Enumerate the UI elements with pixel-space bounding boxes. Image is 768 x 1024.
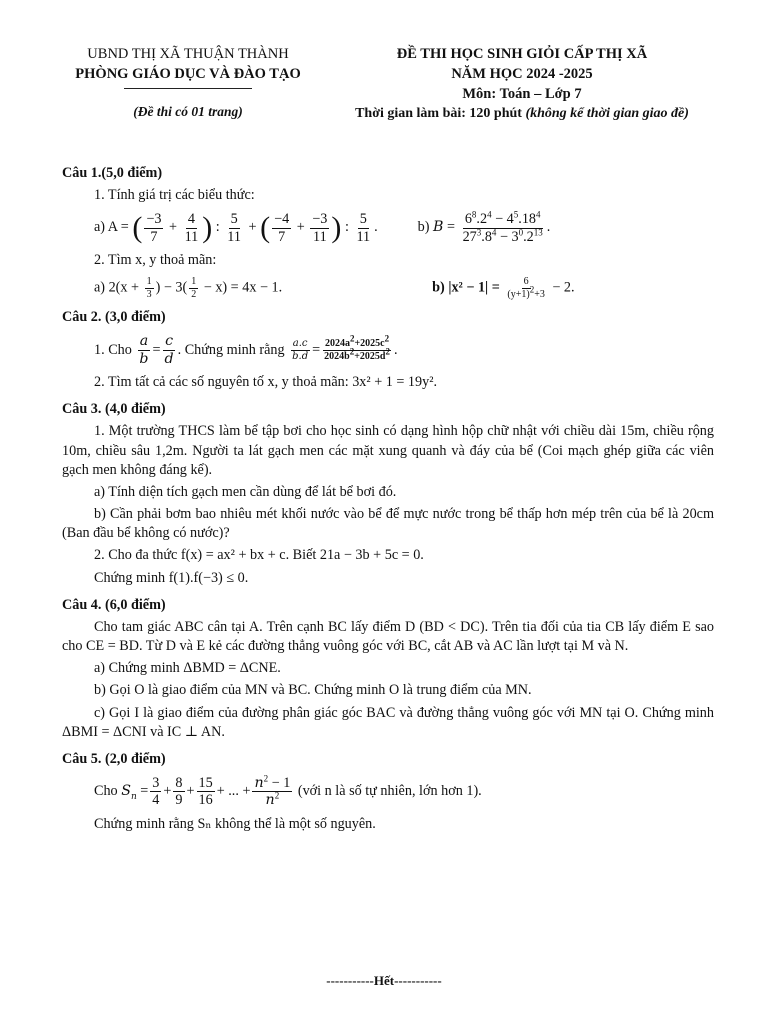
- q3-part2: 2. Cho đa thức f(x) = ax² + bx + c. Biết 21a − 3b + 5c = 0.: [94, 547, 424, 564]
- q3-part1a: a) Tính diện tích gạch men cần dùng để lát bể bơi đó.: [94, 483, 397, 500]
- exam-title: ĐỀ THI HỌC SINH GIỎI CẤP THỊ XÃ: [396, 46, 648, 62]
- question-5-title: Câu 5. (2,0 điểm): [62, 750, 166, 767]
- question-1-title: Câu 1.(5,0 điểm): [62, 165, 163, 181]
- time-limit: Thời gian làm bài: 120 phút (không kể thời gian giao đề): [355, 106, 689, 121]
- q1-equations: [62, 276, 714, 300]
- subject: Môn: Toán – Lớp 7: [462, 86, 582, 102]
- q5-statement: Cho $S_n$ = $\frac{3}{4}$ + $\frac{8}{9}$ + $\frac{15}{16}$ + ... + $\frac{n^2 - 1}{n^2}$ (với n là số tự nhiên, lớn hơn 1).: [94, 773, 482, 809]
- school-year: NĂM HỌC 2024 -2025: [451, 66, 593, 82]
- q3-part1: 1. Một trường THCS làm bể tập bơi cho học sinh có dạng hình hộp chữ nhật với chiều dài 15m, chiều rộng 10m, chiều sâu 1,2m. Người ta lát gạch men các mặt xung quanh và đáy của bể (Coi mạch ghép giữa các viên gạch men không đáng kể).: [62, 423, 714, 478]
- q4-part-b: b) Gọi O là giao điểm của MN và BC. Chứng minh O là trung điểm của MN.: [94, 682, 532, 699]
- question-3-title: Câu 3. (4,0 điểm): [62, 401, 166, 418]
- q1-eq-b: b) |x² − 1| = $\frac{6}{(y+1)^2+3}$ − 2.: [432, 276, 575, 300]
- question-2-title: Câu 2. (3,0 điểm): [62, 309, 166, 326]
- q1-expressions: [62, 211, 714, 245]
- issuer-line1: UBND THỊ XÃ THUẬN THÀNH: [87, 46, 289, 62]
- q5-proof: Chứng minh rằng Sₙ không thể là một số nguyên.: [94, 815, 376, 832]
- header-left: [62, 44, 314, 121]
- q4-statement: Cho tam giác ABC cân tại A. Trên cạnh BC lấy điểm D (BD < DC). Trên tia đối của tia CB lấy điểm E sao cho CE = BD. Từ D và E kẻ các đường thẳng vuông góc với BC, cắt AB và AC lần lượt tại M và N.: [62, 618, 714, 655]
- exam-content: [62, 164, 714, 837]
- page-count-note: (Đề thi có 01 trang): [133, 104, 243, 119]
- header-underline: [124, 88, 252, 89]
- question-4-title: Câu 4. (6,0 điểm): [62, 596, 166, 613]
- q1-expr-b: b) B = $\frac{6^8.2^4 - 4^5.18^4}{27^3.8^4 - 3^0.2^{13}}$ .: [417, 209, 551, 245]
- q3-part2-proof: Chứng minh f(1).f(−3) ≤ 0.: [94, 569, 249, 586]
- q4-part-c: c) Gọi I là giao điểm của đường phân giác góc BAC và đường thẳng vuông góc với MN tại O. Chứng minh ΔBMI = ΔCNI và IC ⊥ AN.: [62, 704, 714, 740]
- header-right: [322, 44, 722, 124]
- q1-eq-a: a) 2(x + $\frac{1}{3}$ ) − 3( $\frac{1}{2}$ − x) = 4x − 1.: [94, 276, 283, 300]
- q2-part2: 2. Tìm tất cả các số nguyên tố x, y thoả mãn: 3x² + 1 = 19y².: [94, 374, 438, 390]
- q1-expr-a: a) A = ( $\frac{-3}{7}$ + $\frac{4}{11}$ ) : $\frac{5}{11}$ + ( $\frac{-4}{7}$ + $\frac{-3}{11}$ ) : $\frac{5}{11}$ .: [94, 211, 378, 245]
- q3-part1b: b) Cần phải bơm bao nhiêu mét khối nước vào bể để mực nước trong bể thấp hơn mép trên của bể là 20cm (Ban đầu bể không có nước)?: [62, 506, 714, 542]
- q1-part2: 2. Tìm x, y thoả mãn:: [94, 252, 217, 268]
- q1-part1: 1. Tính giá trị các biểu thức:: [94, 187, 255, 204]
- q4-part-a: a) Chứng minh ΔBMD = ΔCNE.: [94, 660, 281, 677]
- issuer-line2: PHÒNG GIÁO DỤC VÀ ĐÀO TẠO: [75, 66, 301, 82]
- end-marker: -----------Hết-----------: [326, 973, 442, 988]
- q2-part1: 1. Cho $\frac{a}{b}$ = $\frac{c}{d}$ . Chứng minh rằng $\frac{a.c}{b.d}$ = $\frac{2024a^2+2025c^2}{2024b^2+2025d^2}$ .: [94, 333, 398, 367]
